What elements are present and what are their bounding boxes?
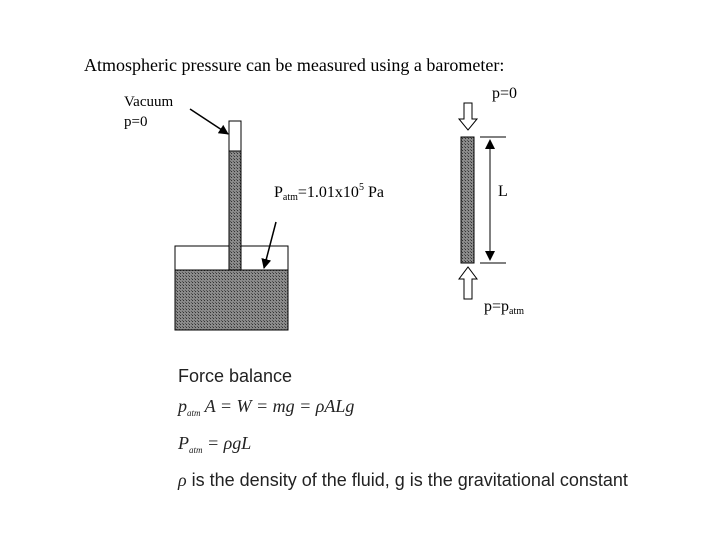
page-title: Atmospheric pressure can be measured using a barometer:	[84, 55, 505, 75]
eq2-subscript: atm	[189, 445, 203, 455]
patm-value: =1.01x10	[297, 184, 359, 201]
tube-vacuum-space	[229, 121, 241, 151]
eq1-symbol: p	[178, 396, 187, 416]
patm-symbol: P	[274, 184, 283, 201]
vacuum-pointer-arrow	[190, 109, 228, 134]
patm-subscript: atm	[282, 192, 298, 203]
patm-unit: Pa	[363, 184, 384, 201]
eq1-subscript: atm	[187, 408, 201, 418]
density-definition-text: is the density of the fluid, g is the gravitational constant	[186, 470, 628, 490]
density-definition	[178, 465, 628, 495]
force-balance-equation-1	[178, 391, 628, 428]
reservoir-fluid	[175, 270, 288, 330]
length-label: L	[498, 183, 508, 200]
fluid-column-body	[461, 137, 474, 263]
top-pressure-label: p=0	[492, 85, 518, 102]
bottom-force-arrow	[459, 267, 477, 299]
force-balance-heading: Force balance	[178, 366, 293, 386]
force-balance-block	[178, 361, 628, 495]
eq2-symbol: P	[178, 433, 189, 453]
force-balance-equation-2	[178, 428, 628, 465]
tube-fluid-column	[229, 151, 241, 270]
top-force-arrow	[459, 103, 477, 130]
patm-exponent: 5	[358, 182, 364, 193]
rho-symbol: ρ	[178, 470, 187, 490]
bottom-pressure-subscript: atm	[509, 306, 525, 317]
vacuum-label-line1: Vacuum	[124, 94, 174, 110]
vacuum-label-line2: p=0	[124, 114, 148, 130]
bottom-pressure-symbol: p=p	[484, 298, 510, 315]
eq1-rest: A = W = mg = ρALg	[200, 396, 355, 416]
eq2-rest: = ρgL	[202, 433, 252, 453]
